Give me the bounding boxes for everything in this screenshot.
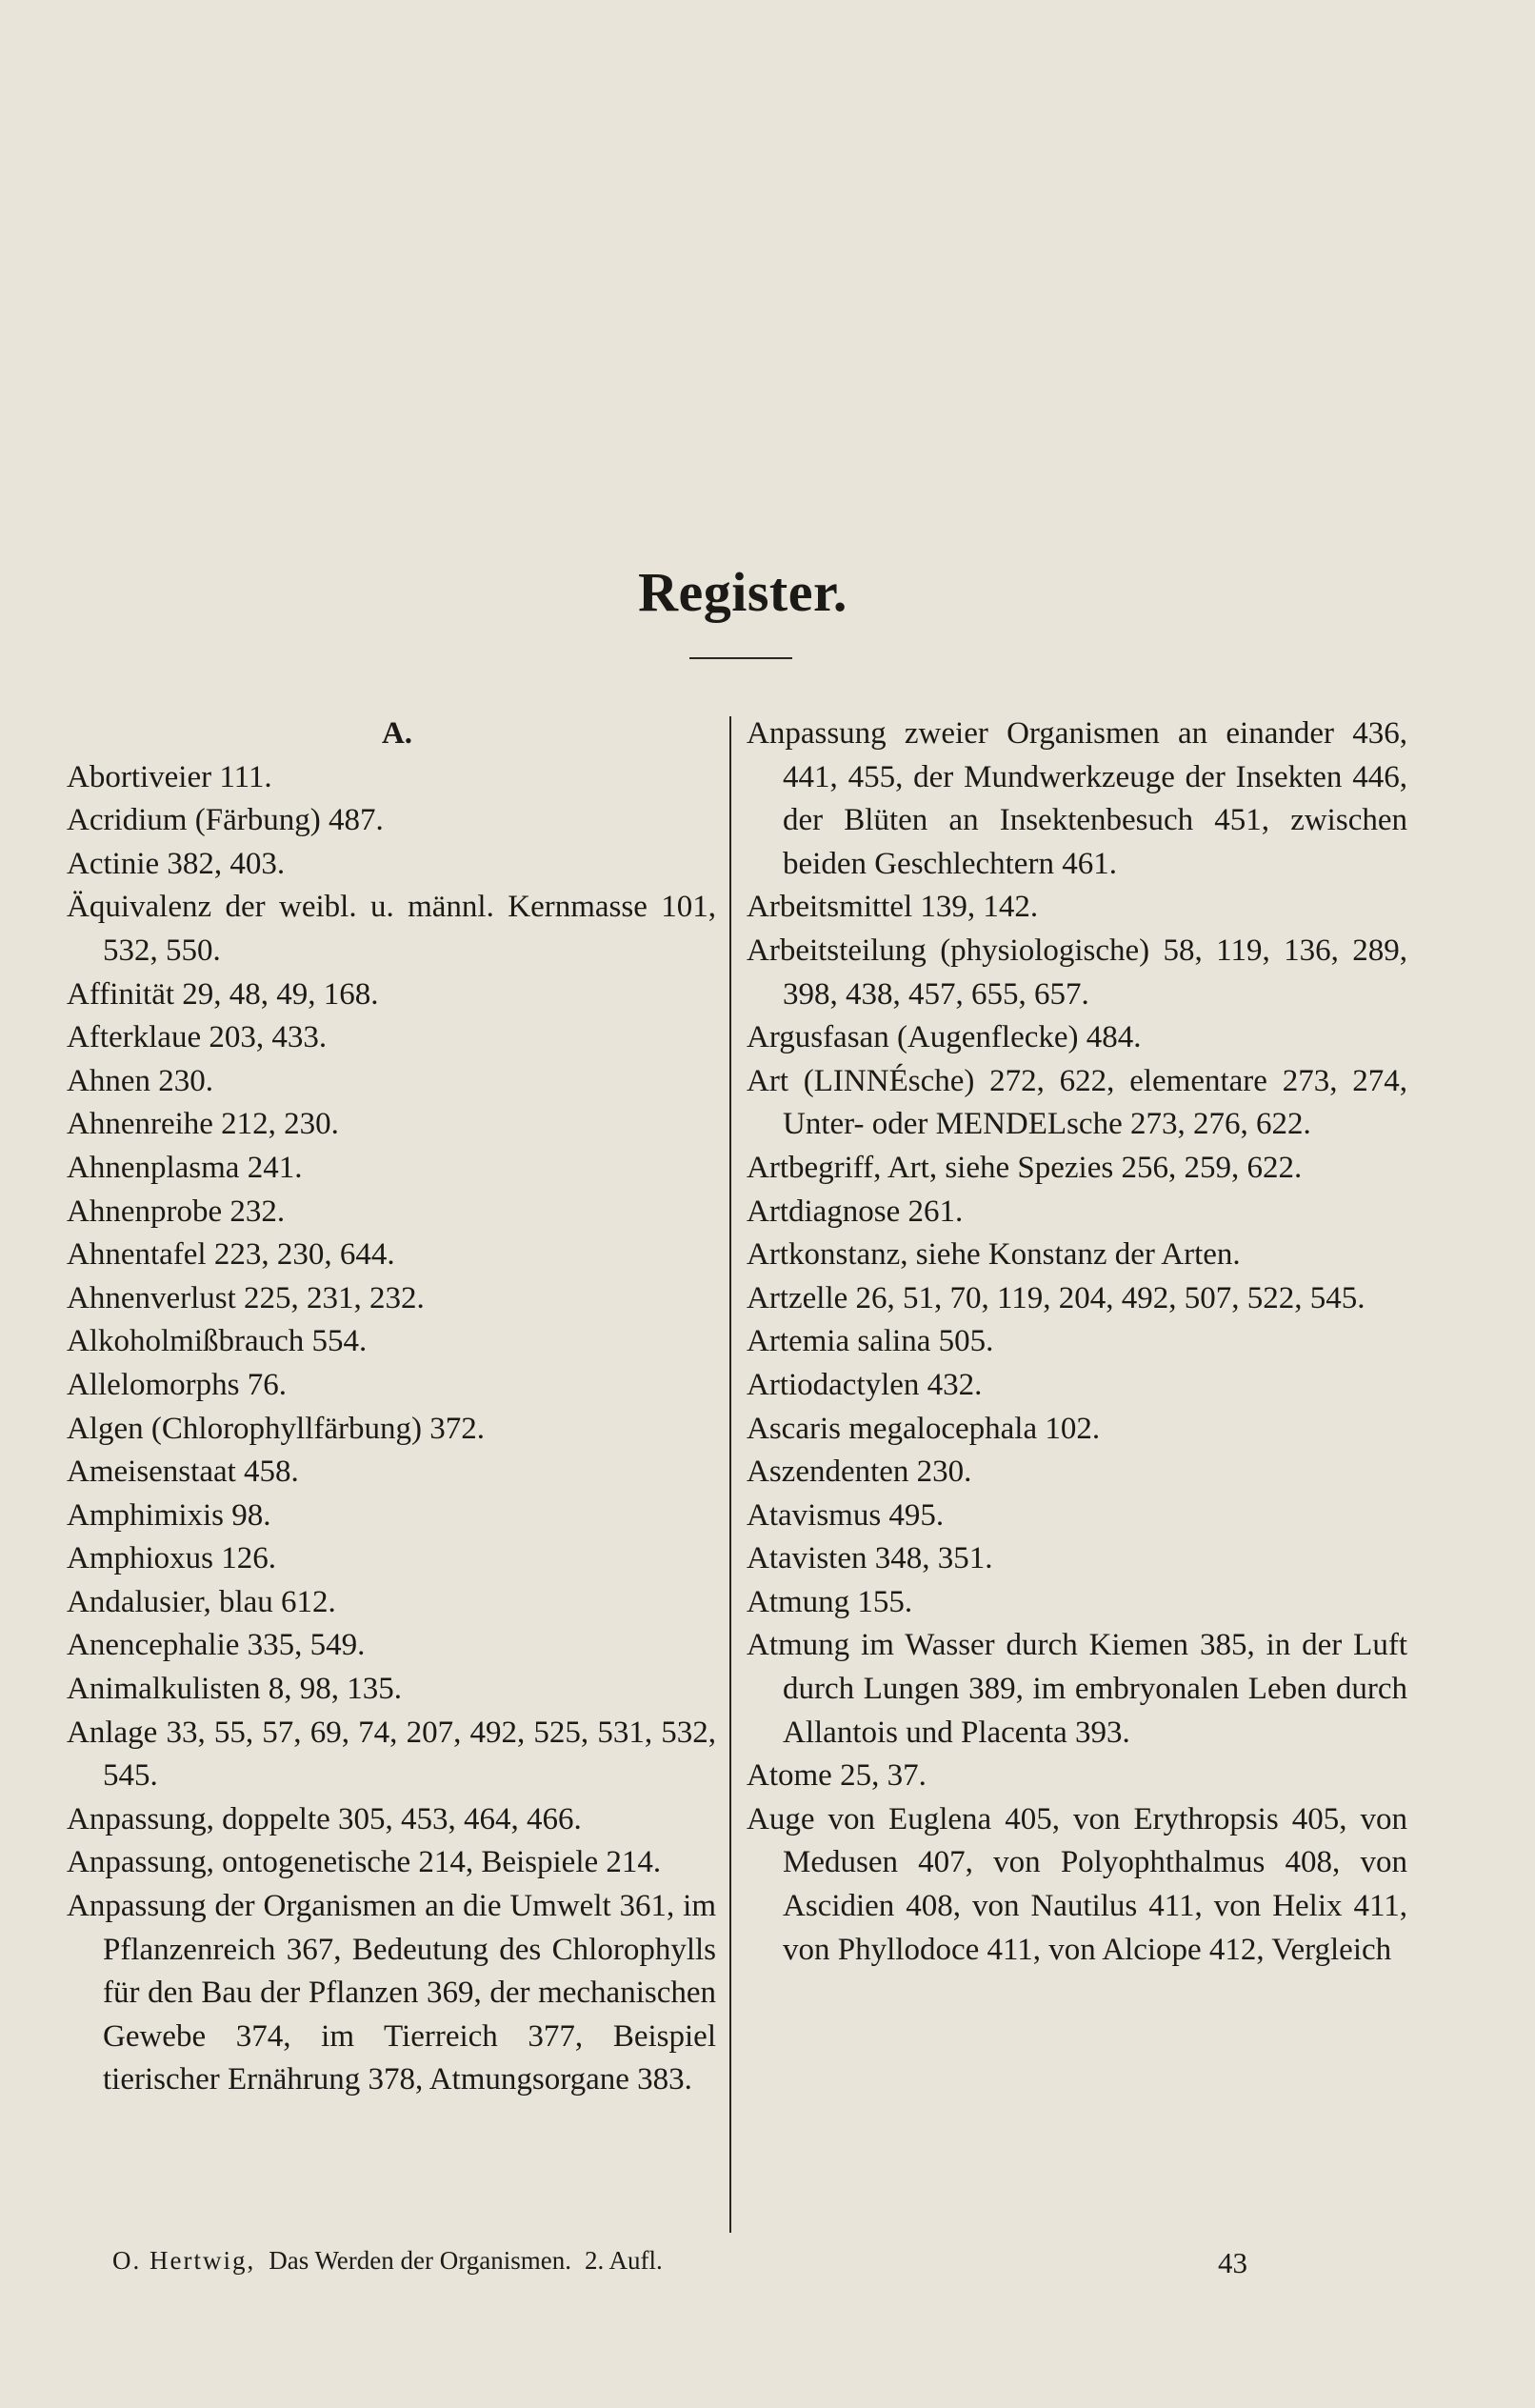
index-entry: Afterklaue 203, 433. (67, 1020, 328, 1055)
index-entry: Actinie 382, 403. (67, 846, 286, 881)
index-entry: Atavisten 348, 351. (747, 1541, 993, 1576)
index-entry: Ahnen 230. (67, 1063, 213, 1098)
index-entry: Artkonstanz, siehe Konstanz der Arten. (747, 1237, 1241, 1273)
title-divider (689, 657, 792, 659)
index-entry: Ahnentafel 223, 230, 644. (67, 1237, 395, 1273)
page-title: Register. (638, 561, 847, 623)
index-entry: Atmung im Wasser durch Kiemen 385, in der Luft durch Lungen 389, im embryonalen Leben durch Allantois und Placenta 393. (747, 1628, 1407, 1750)
index-entry: Allelomorphs 76. (67, 1367, 287, 1402)
index-entry: Alkoholmißbrauch 554. (67, 1324, 368, 1359)
index-entry: Äquivalenz der weibl. u. männl. Kernmasse 101, 532, 550. (67, 890, 716, 968)
index-entry: Anpassung, ontogenetische 214, Beispiele 214. (67, 1845, 662, 1880)
index-entry: Atmung 155. (747, 1584, 913, 1619)
index-entry: Ascaris megalocephala 102. (747, 1411, 1101, 1446)
index-entry: Artdiagnose 261. (747, 1194, 964, 1229)
index-entry: Arbeitsteilung (physiologische) 58, 119, 136, 289, 398, 438, 457, 655, 657. (747, 933, 1407, 1012)
index-entry: Andalusier, blau 612. (67, 1584, 336, 1619)
index-entry: Abortiveier 111. (67, 759, 272, 794)
index-entry: Anencephalie 335, 549. (67, 1628, 366, 1663)
index-entry: Atome 25, 37. (747, 1758, 927, 1794)
index-entry: Art (LINNÉsche) 272, 622, elementare 273, 274, Unter- oder MENDELsche 273, 276, 622. (747, 1063, 1407, 1142)
index-entry: Affinität 29, 48, 49, 168. (67, 976, 379, 1012)
index-entry: Anlage 33, 55, 57, 69, 74, 207, 492, 525, 531, 532, 545. (67, 1715, 716, 1794)
index-entry: Argusfasan (Augenflecke) 484. (747, 1020, 1142, 1055)
index-entry: Aszendenten 230. (747, 1455, 972, 1490)
index-entry: Anpassung, doppelte 305, 453, 464, 466. (67, 1801, 582, 1836)
section-letter: A. (381, 716, 413, 751)
index-entry: Ahnenplasma 241. (67, 1150, 303, 1185)
index-entry: Anpassung der Organismen an die Umwelt 361, im Pflanzenreich 367, Bedeutung des Chlorophylls für den Bau der Pflanzen 369, der mechanischen Gewebe 374, im Tierreich 377, Beispiel tierischer Ernährung 378, Atmungsorgane 383. (67, 1889, 716, 2097)
index-entry: Animalkulisten 8, 98, 135. (67, 1672, 402, 1707)
right-column (747, 712, 1407, 1972)
index-entry: Ameisenstaat 458. (67, 1455, 299, 1490)
page-number: 43 (1218, 2246, 1247, 2279)
index-entry: Ahnenreihe 212, 230. (67, 1107, 339, 1142)
page-footer (112, 2246, 1247, 2280)
index-entry: Atavismus 495. (747, 1497, 945, 1533)
index-entry: Arbeitsmittel 139, 142. (747, 890, 1039, 925)
index-entry: Artemia salina 505. (747, 1324, 994, 1359)
column-divider (729, 716, 731, 2233)
index-entry: Anpassung zweier Organismen an einander 436, 441, 455, der Mundwerkzeuge der Insekten 446, der Blüten an Insektenbesuch 451, zwischen beiden Geschlechtern 461. (747, 716, 1407, 881)
footer-author: O. Hertwig, (112, 2246, 256, 2275)
index-entry: Artzelle 26, 51, 70, 119, 204, 492, 507, 522, 545. (747, 1280, 1366, 1315)
index-entry: Artiodactylen 432. (747, 1367, 983, 1402)
index-entry: Ahnenverlust 225, 231, 232. (67, 1280, 425, 1315)
index-entry: Amphimixis 98. (67, 1497, 271, 1533)
index-entry: Algen (Chlorophyllfärbung) 372. (67, 1411, 486, 1446)
footer-citation (112, 2246, 663, 2280)
index-entry: Artbegriff, Art, siehe Spezies 256, 259, 622. (747, 1150, 1303, 1185)
left-column (67, 712, 716, 2102)
index-entry: Amphioxus 126. (67, 1541, 277, 1576)
index-entry: Ahnenprobe 232. (67, 1194, 286, 1229)
footer-book-title: Das Werden der Organismen. (269, 2246, 571, 2275)
footer-edition: 2. Aufl. (584, 2246, 663, 2275)
index-entry: Auge von Euglena 405, von Erythropsis 405, von Medusen 407, von Polyophthalmus 408, von Ascidien 408, von Nautilus 411, von Helix 411, von Phyllodoce 411, von Alciope 412, Vergleich (747, 1801, 1407, 1967)
index-entry: Acridium (Färbung) 487. (67, 803, 384, 838)
